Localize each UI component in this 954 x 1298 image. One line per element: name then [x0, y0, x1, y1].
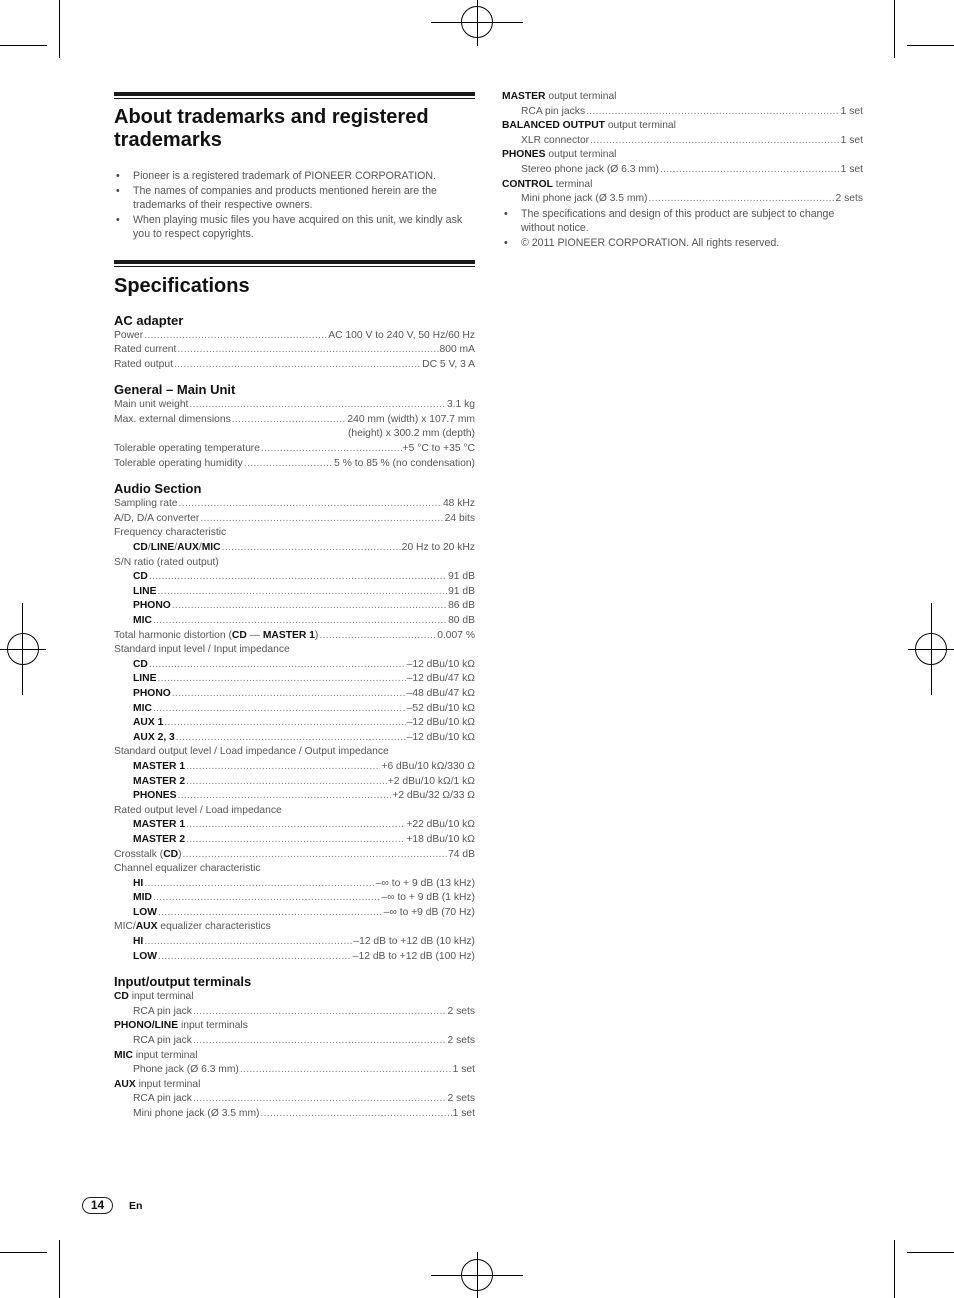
spec-row: CD ..... –12 dBu/10 kΩ	[114, 658, 475, 673]
spec-continuation: (height) x 300.2 mm (depth)	[347, 428, 475, 440]
crop-mark	[894, 1240, 895, 1298]
spec-label: MIC/AUX equalizer characteristics	[114, 921, 271, 933]
spec-row: PHONO ..... 86 dB	[114, 599, 475, 614]
spec-row: LOW ..... –∞ to +9 dB (70 Hz)	[114, 906, 475, 921]
trademarks-heading: About trademarks and registered trademarks	[114, 106, 429, 151]
registration-mark	[7, 633, 39, 665]
registration-mark	[461, 6, 493, 38]
spec-label: Frequency characteristic	[114, 527, 227, 539]
spec-row: MASTER 2 ..... +2 dBu/10 kΩ/1 kΩ	[114, 775, 475, 790]
list-item: • The specifications and design of this product are subject to change without notice.	[502, 207, 863, 236]
spec-row: RCA pin jack ..... 2 sets	[114, 1034, 475, 1049]
section-rule	[114, 260, 475, 264]
spec-row: Sampling rate ..... 48 kHz	[114, 497, 475, 512]
terminal-label: PHONES output terminal	[502, 149, 617, 161]
spec-row: Mini phone jack (Ø 3.5 mm) ..... 1 set	[114, 1107, 475, 1122]
language-label: En	[129, 1200, 143, 1212]
spec-row: HI ..... –∞ to + 9 dB (13 kHz)	[114, 877, 475, 892]
io-heading: Input/output terminals	[114, 974, 252, 990]
crop-mark	[907, 45, 954, 46]
spec-row: Stereo phone jack (Ø 6.3 mm) ..... 1 set	[502, 163, 863, 178]
spec-row: Rated current ..... 800 mA	[114, 343, 475, 358]
spec-row: HI ..... –12 dB to +12 dB (10 kHz)	[114, 935, 475, 950]
spec-row: PHONES ..... +2 dBu/32 Ω/33 Ω	[114, 789, 475, 804]
spec-row: RCA pin jacks ..... 1 set	[502, 105, 863, 120]
spec-row: Tolerable operating humidity ..... 5 % to 85 % (no condensation)	[114, 457, 475, 472]
section-rule	[114, 92, 475, 96]
specifications-heading: Specifications	[114, 274, 250, 297]
crop-mark	[59, 0, 60, 58]
spec-row: Power ..... AC 100 V to 240 V, 50 Hz/60 Hz	[114, 329, 475, 344]
ac-adapter-heading: AC adapter	[114, 312, 184, 328]
terminal-label: BALANCED OUTPUT output terminal	[502, 120, 676, 132]
crop-mark	[907, 1252, 954, 1253]
terminal-label: MIC input terminal	[114, 1049, 198, 1061]
spec-row: CD/LINE/AUX/MIC ..... 20 Hz to 20 kHz	[114, 541, 475, 556]
spec-row: Phone jack (Ø 6.3 mm) ..... 1 set	[114, 1063, 475, 1078]
notes-list	[502, 207, 863, 251]
list-item: • Pioneer is a registered trademark of PIONEER CORPORATION.	[114, 169, 475, 184]
section-rule	[114, 266, 475, 267]
terminal-label: MASTER output terminal	[502, 91, 617, 102]
trademarks-list	[114, 169, 475, 242]
spec-label: Rated output level / Load impedance	[114, 804, 282, 816]
right-column	[502, 90, 863, 250]
spec-row: AUX 2, 3 ..... –12 dBu/10 kΩ	[114, 731, 475, 746]
spec-label: Standard output level / Load impedance / Output impedance	[114, 746, 389, 758]
registration-mark	[915, 633, 947, 665]
spec-row: PHONO ..... –48 dBu/47 kΩ	[114, 687, 475, 702]
spec-row: CD ..... 91 dB	[114, 570, 475, 585]
terminal-label: PHONO/LINE input terminals	[114, 1020, 248, 1032]
spec-row: Total harmonic distortion (CD — MASTER 1) ..... 0.007 %	[114, 629, 475, 644]
registration-mark	[461, 1259, 493, 1291]
spec-row: A/D, D/A converter ..... 24 bits	[114, 512, 475, 527]
spec-label: Standard input level / Input impedance	[114, 644, 290, 656]
spec-row: LOW ..... –12 dB to +12 dB (100 Hz)	[114, 950, 475, 965]
list-item: • © 2011 PIONEER CORPORATION. All rights reserved.	[502, 236, 863, 251]
spec-row: RCA pin jack ..... 2 sets	[114, 1092, 475, 1107]
spec-row: MID ..... –∞ to + 9 dB (1 kHz)	[114, 891, 475, 906]
section-rule	[114, 98, 475, 99]
terminal-label: AUX input terminal	[114, 1078, 201, 1090]
spec-row: AUX 1 ..... –12 dBu/10 kΩ	[114, 716, 475, 731]
spec-row: XLR connector ..... 1 set	[502, 134, 863, 149]
crop-mark	[894, 0, 895, 58]
spec-row: Main unit weight ..... 3.1 kg	[114, 398, 475, 413]
spec-row: Rated output ..... DC 5 V, 3 A	[114, 358, 475, 373]
page-number: 14	[82, 1197, 113, 1214]
spec-row: MIC ..... 80 dB	[114, 614, 475, 629]
spec-row: LINE ..... –12 dBu/47 kΩ	[114, 672, 475, 687]
spec-row: Tolerable operating temperature ..... +5 °C to +35 °C	[114, 442, 475, 457]
spec-row: Crosstalk (CD) ..... 74 dB	[114, 848, 475, 863]
spec-label: S/N ratio (rated output)	[114, 556, 219, 568]
crop-mark	[0, 45, 47, 46]
spec-row: LINE ..... 91 dB	[114, 585, 475, 600]
audio-heading: Audio Section	[114, 481, 202, 497]
general-heading: General – Main Unit	[114, 382, 236, 398]
terminal-label: CONTROL terminal	[502, 178, 593, 190]
spec-row: MIC ..... –52 dBu/10 kΩ	[114, 702, 475, 717]
spec-row: MASTER 1 ..... +6 dBu/10 kΩ/330 Ω	[114, 760, 475, 775]
spec-row: MASTER 1 ..... +22 dBu/10 kΩ	[114, 818, 475, 833]
spec-row: Max. external dimensions ..... 240 mm (width) x 107.7 mm	[114, 413, 475, 428]
spec-row: MASTER 2 ..... +18 dBu/10 kΩ	[114, 833, 475, 848]
spec-row: Mini phone jack (Ø 3.5 mm) ..... 2 sets	[502, 192, 863, 207]
left-column	[114, 92, 475, 1122]
terminal-label: CD input terminal	[114, 991, 194, 1003]
spec-label: Channel equalizer characteristic	[114, 863, 261, 875]
list-item: • The names of companies and products mentioned herein are the trademarks of their respective owners.	[114, 184, 475, 213]
crop-mark	[59, 1240, 60, 1298]
list-item: • When playing music files you have acquired on this unit, we kindly ask you to respect copyrights.	[114, 213, 475, 242]
spec-row: RCA pin jack ..... 2 sets	[114, 1005, 475, 1020]
crop-mark	[0, 1252, 47, 1253]
